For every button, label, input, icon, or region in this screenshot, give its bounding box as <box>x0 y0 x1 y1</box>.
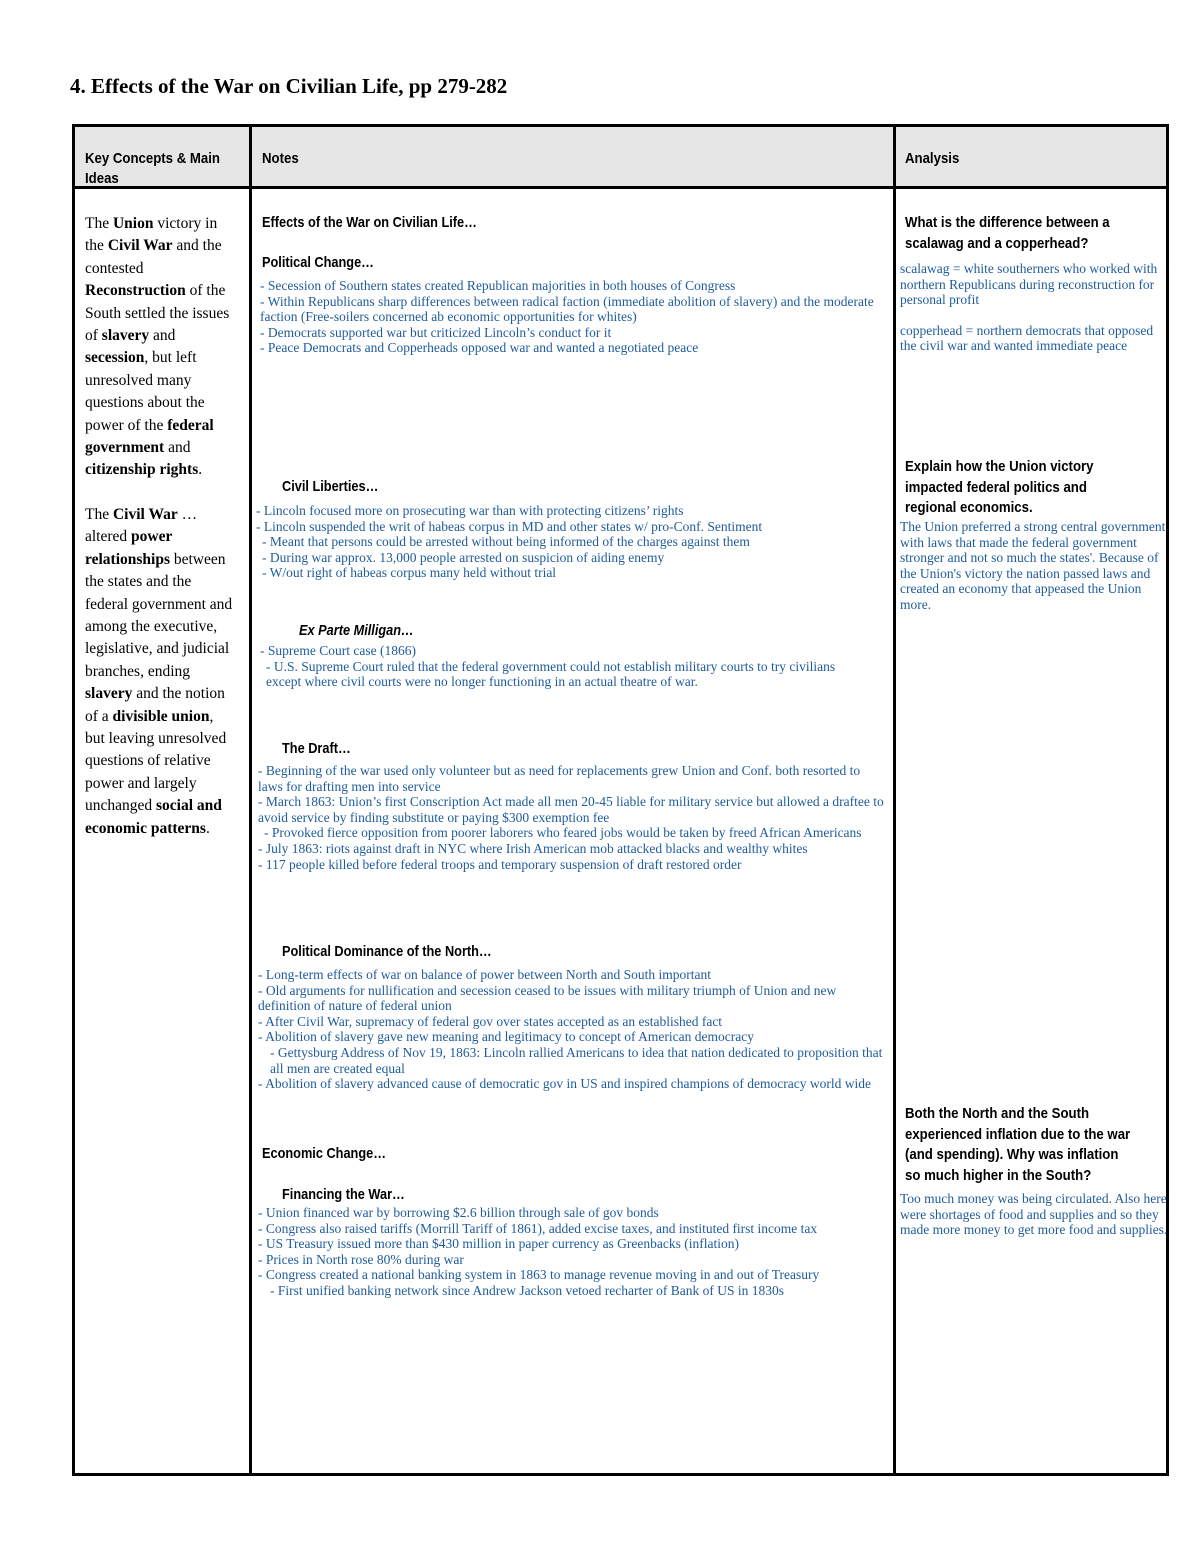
political-dominance-notes-list <box>258 967 888 1092</box>
notes-main-heading: Effects of the War on Civilian Life… <box>262 214 477 231</box>
note-item: - Old arguments for nullification and secession ceased to be issues with military triumph of Union and new definition of nature of federal union <box>258 982 837 1014</box>
note-item: - Lincoln focused more on prosecuting war than with protecting citizens’ rights <box>256 503 684 518</box>
section-heading-draft: The Draft… <box>282 740 351 757</box>
key-concept-text: The <box>85 215 113 232</box>
key-term: Civil War <box>107 237 173 255</box>
note-item: - Abolition of slavery advanced cause of democratic gov in US and inspired champions of democracy world wide <box>258 1076 871 1092</box>
note-item: - Provoked fierce opposition from poorer laborers who feared jobs would be taken by freed African Americans <box>264 825 862 841</box>
analysis-question-2: Explain how the Union victory impacted federal politics and regional economics. <box>905 458 1094 516</box>
note-item: - After Civil War, supremacy of federal gov over states accepted as an established fact <box>258 1013 723 1029</box>
key-concept-paragraph <box>85 504 235 840</box>
cornell-notes-table <box>72 124 1169 1476</box>
note-item: - Abolition of slavery gave new meaning and legitimacy to concept of American democracy <box>258 1029 754 1045</box>
analysis-answer-3: Too much money was being circulated. Also here were shortages of food and supplies and so they made more money to get more food and supplies. <box>900 1191 1168 1238</box>
key-term: federal government <box>85 416 214 457</box>
note-item: - Secession of Southern states created Republican majorities in both houses of Congress <box>260 278 736 293</box>
political-notes-list <box>260 278 890 356</box>
financing-notes-list <box>258 1205 888 1299</box>
key-concept-text: between the states and the federal government and among the executive, legislative, and judicial branches, ending <box>85 550 233 680</box>
note-item: - W/out right of habeas corpus many held without trial <box>262 565 557 581</box>
section-heading-ex-parte-milligan: Ex Parte Milligan… <box>299 622 414 639</box>
note-item: - Peace Democrats and Copperheads opposed war and wanted a negotiated peace <box>260 340 699 356</box>
note-item: - Meant that persons could be arrested without being informed of the charges against them <box>262 534 750 550</box>
note-item: - Union financed war by borrowing $2.6 billion through sale of gov bonds <box>258 1205 659 1220</box>
key-concept-text: … altered <box>85 505 198 546</box>
note-item: - 117 people killed before federal troops and temporary suspension of draft restored order <box>258 856 742 872</box>
analysis-question-3: Both the North and the South experienced inflation due to the war (and spending). Why was inflation so much higher in the South? <box>905 1105 1131 1184</box>
key-concept-text: and <box>149 327 176 345</box>
note-item: - Within Republicans sharp differences between radical faction (immediate abolition of slavery) and the moderate faction (Free-soilers concerned ab economic opportunities for whites) <box>260 293 874 325</box>
key-term: social and economic patterns <box>85 797 222 837</box>
key-concept-text: , but left unresolved many questions about the power of the <box>85 349 205 434</box>
note-item: - US Treasury issued more than $430 million in paper currency as Greenbacks (inflation) <box>258 1236 740 1252</box>
key-concept-text: of the South settled the issues of <box>85 282 230 345</box>
note-item: - Supreme Court case (1866) <box>260 643 416 658</box>
key-concept-text: and the contested <box>85 237 222 277</box>
header-notes: Notes <box>262 150 299 167</box>
key-term: citizenship rights <box>85 461 199 479</box>
note-item: - Democrats supported war but criticized Lincoln’s conduct for it <box>260 324 612 340</box>
key-concepts-column <box>85 213 235 862</box>
key-concept-text: . <box>198 461 203 479</box>
key-term: divisible union <box>112 707 210 725</box>
note-item: - March 1863: Union’s first Conscription Act made all men 20-45 liable for military service but allowed a draftee to avoid service by finding substitute or paying $300 exemption fee <box>258 794 884 825</box>
note-item: - July 1863: riots against draft in NYC where Irish American mob attacked blacks and wealthy whites <box>258 840 808 856</box>
answer-paragraph: scalawag = white southerners who worked with northern Republicans during reconstruction for personal profit <box>900 261 1158 308</box>
analysis-question-1: What is the difference between a scalawag and a copperhead? <box>905 214 1110 252</box>
key-term: Civil War <box>112 505 178 523</box>
key-term: Reconstruction <box>85 282 186 300</box>
note-item: - First unified banking network since Andrew Jackson vetoed recharter of Bank of US in 1830s <box>270 1282 785 1298</box>
column-divider <box>249 127 252 1473</box>
key-term: Union <box>112 215 154 232</box>
section-heading-political-dominance: Political Dominance of the North… <box>282 943 492 960</box>
key-term: slavery <box>85 685 133 703</box>
key-concept-text: . <box>205 819 210 837</box>
key-term: power relationships <box>85 528 173 568</box>
key-concept-text: and the notion of a <box>85 685 225 725</box>
note-item: - Prices in North rose 80% during war <box>258 1251 464 1267</box>
answer-paragraph: copperhead = northern democrats that opposed the civil war and wanted immediate peace <box>900 322 1154 354</box>
note-item: - Congress created a national banking system in 1863 to manage revenue moving in and out of Treasury <box>258 1267 820 1283</box>
key-concept-text: and <box>164 439 191 457</box>
analysis-answer-1 <box>900 261 1168 369</box>
page-title: 4. Effects of the War on Civilian Life, pp 279-282 <box>70 74 508 98</box>
section-heading-economic: Economic Change… <box>262 1145 386 1162</box>
note-item: - Long-term effects of war on balance of power between North and South important <box>258 967 711 982</box>
milligan-notes-list <box>260 643 860 690</box>
note-item: - Gettysburg Address of Nov 19, 1863: Lincoln rallied Americans to idea that nation dedicated to proposition that all men are created equal <box>270 1044 883 1076</box>
note-item: - During war approx. 13,000 people arrested on suspicion of aiding enemy <box>262 549 665 565</box>
key-concept-text: victory in the <box>85 215 218 255</box>
note-item: - Congress also raised tariffs (Morrill Tariff of 1861), added excise taxes, and instituted first income tax <box>258 1220 818 1236</box>
civil-liberties-notes-list <box>256 503 886 581</box>
note-item: - Beginning of the war used only volunteer but as need for replacements grew Union and Conf. both resorted to laws for drafting men into service <box>258 763 861 794</box>
key-term: secession <box>85 349 145 367</box>
header-analysis: Analysis <box>905 150 960 167</box>
analysis-answer-2: The Union preferred a strong central government with laws that made the federal government stronger and not so much the states'. Because of the Union's victory the nation passed laws and created an economy that appeased the Union more. <box>900 519 1166 612</box>
key-concept-paragraph <box>85 213 235 482</box>
key-term: slavery <box>101 327 150 345</box>
note-item: - U.S. Supreme Court ruled that the federal government could not establish military courts to try civilians except where civil courts were no longer functioning in an actual theatre of war. <box>266 658 836 690</box>
column-divider <box>893 127 896 1473</box>
key-concept-text: The <box>85 505 113 523</box>
key-concept-text: , but leaving unresolved questions of relative power and largely unchanged <box>85 707 227 815</box>
note-item: - Lincoln suspended the writ of habeas corpus in MD and other states w/ pro-Conf. Sentiment <box>256 518 763 534</box>
draft-notes-list <box>258 763 888 872</box>
table-header-row <box>75 127 1166 189</box>
section-heading-civil-liberties: Civil Liberties… <box>282 478 379 495</box>
header-key-concepts: Key Concepts & Main Ideas <box>85 150 220 187</box>
section-heading-financing: Financing the War… <box>282 1186 405 1203</box>
section-heading-political: Political Change… <box>262 254 374 271</box>
